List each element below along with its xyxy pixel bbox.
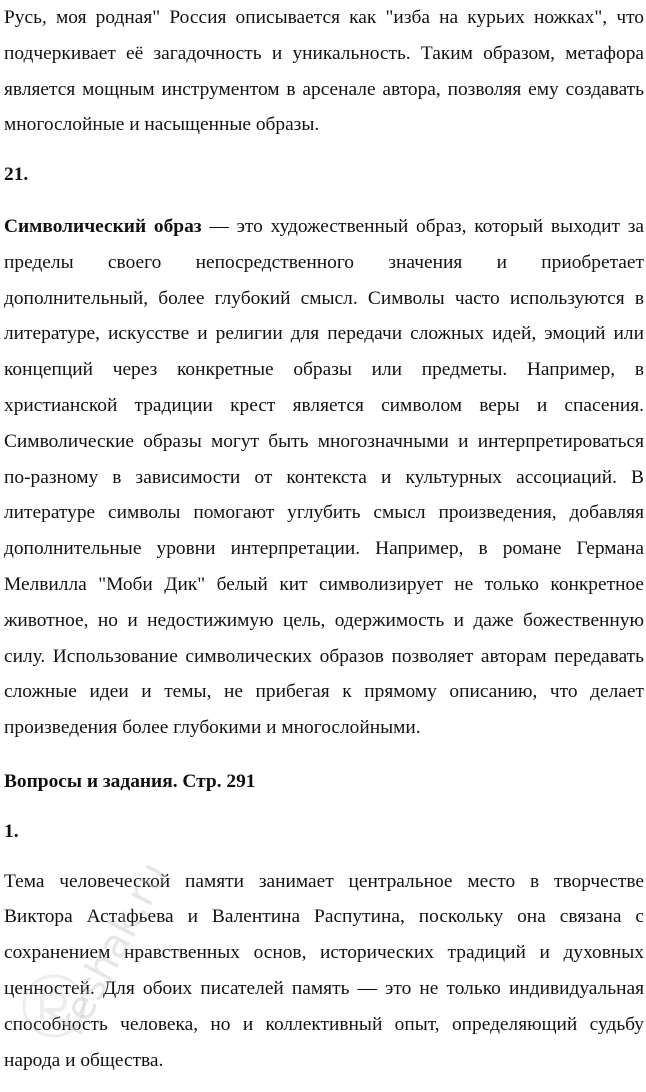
- section-21-heading: 21.: [4, 164, 29, 186]
- section-21-term: Символический образ: [4, 215, 202, 237]
- watermark-text: reshak.ru: [48, 862, 178, 1043]
- question-1-heading: 1.: [4, 820, 19, 842]
- document-page: [4, 0, 644, 1078]
- questions-heading: Вопросы и задания. Стр. 291: [4, 770, 256, 792]
- section-21-text: — это художественный образ, который выходит за пределы своего непосредственного значения и приобретает дополнительный, более глубокий смысл. Символы часто используются в литературе, искусстве и религии для передачи сложных идей, эмоций или концепций через конкретные образы или предметы. Например, в христианской традиции крест является символом веры и спасения. Символические образы могут быть многозначными и интерпретироваться по-разному в зависимости от контекста и культурных ассоциаций. В литературе символы помогают углубить смысл произведения, добавляя дополнительные уровни интерпретации. Например, в романе Германа Мелвилла "Моби Дик" белый кит символизирует не только конкретное животное, но и недостижимую цель, одержимость и даже божественную силу. Использование символических образов позволяет авторам передавать сложные идеи и темы, не прибегая к прямому описанию, что делает произведения более глубокими и многослойными.: [4, 215, 644, 739]
- section-21-paragraph: [4, 209, 644, 746]
- intro-paragraph: Русь, моя родная" Россия описывается как "изба на курьих ножках", что подчеркивает её загадочность и уникальность. Таким образом, метафора является мощным инструментом в арсенале автора, позволяя ему создавать многослойные и насыщенные образы.: [4, 7, 644, 136]
- question-1-paragraph: Тема человеческой памяти занимает центральное место в творчестве Виктора Астафьева и Валентина Распутина, поскольку она связана с сохранением нравственных основ, исторических традиций и духовных ценностей. Для обоих писателей память — это не только индивидуальная способность человека, но и коллективный опыт, определяющий судьбу народа и общества.: [4, 870, 644, 1071]
